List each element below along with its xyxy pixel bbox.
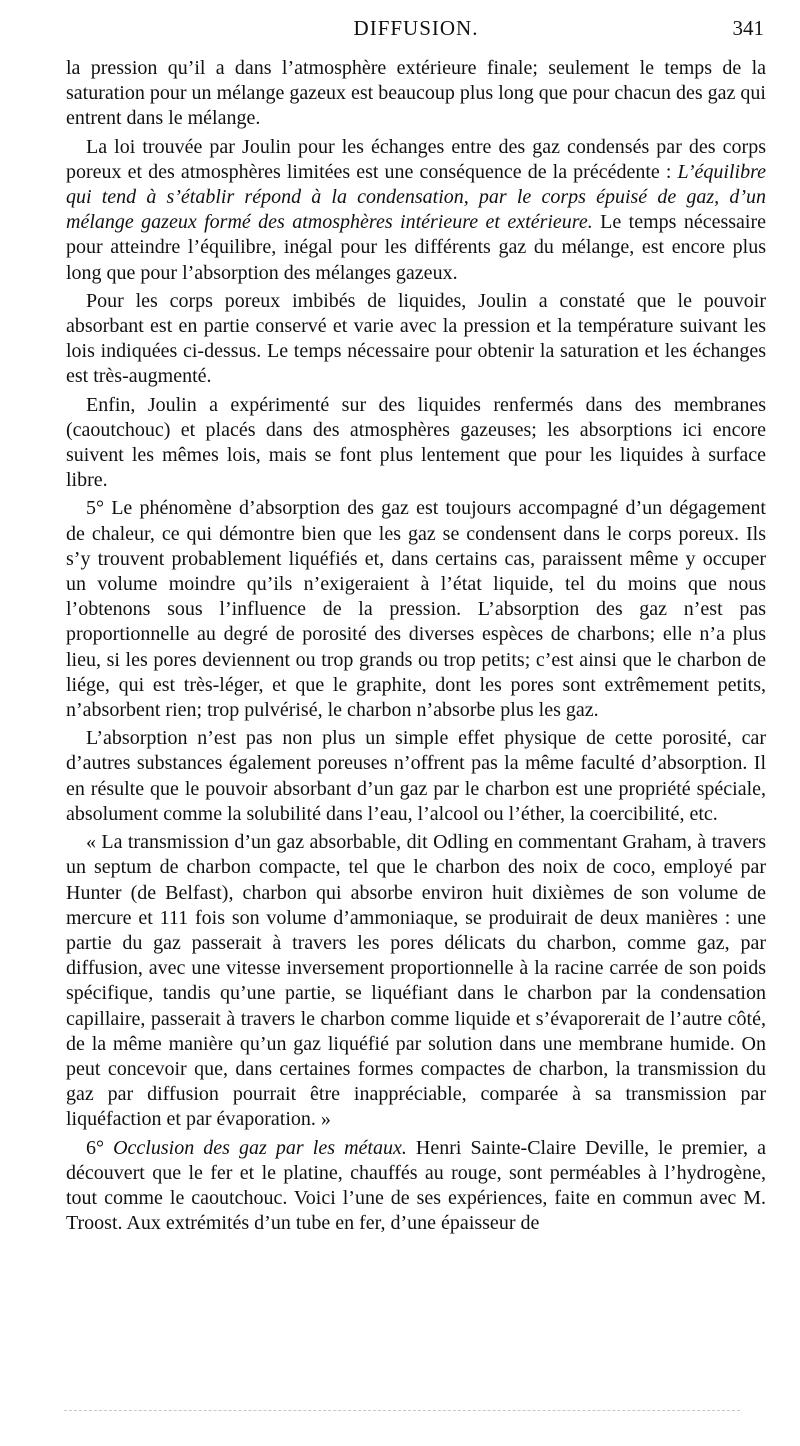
paragraph (66, 726, 766, 827)
text-run: 5° Le phénomène d’absorption des gaz est toujours accompagné d’un dégagement de chaleur, ce qui démontre bien que les gaz se condensent dans le corps poreux. Ils s’y trouvent probablement liquéfiés et, dans certains cas, paraissent même y occuper un volume moindre qu’ils n’exigeraient à l’état liquide, tel du moins que nous l’obtenons sous l’influence de la pression. L’absorption des gaz n’est pas proportionnelle au degré de porosité des diverses espèces de charbons; elle n’a plus lieu, si les pores deviennent ou trop grands ou trop petits; c’est ainsi que le charbon de liége, qui est très-léger, et que le graphite, dont les pores sont extrêmement petits, n’absorbent rien; trop pulvérisé, le charbon n’absorbe plus les gaz. (66, 497, 766, 722)
paragraph (66, 56, 766, 132)
text-run: Henri Sainte-Claire Deville, le premier, a découvert que le fer et le platine, chauffés au rouge, sont perméables à l’hydrogène, tout comme le caoutchouc. Voici l’une de ses expériences, faite en commun avec M. Troost. Aux extrémités d’un tube en fer, d’une épaisseur de (66, 1136, 767, 1235)
page-number: 341 (732, 16, 764, 40)
paragraph (66, 496, 766, 723)
paragraph (66, 393, 766, 494)
paragraph (66, 830, 766, 1132)
text-run: La loi trouvée par Joulin pour les échanges entre des gaz condensés par des corps poreux et des atmosphères limitées est une conséquence de la précédente : (66, 135, 766, 183)
footer-rule (64, 1410, 740, 1411)
running-title: DIFFUSION. (353, 16, 479, 40)
italic-text: L’équilibre qui tend à s’établir répond à la condensation, par le corps épuisé de gaz, d’un mélange gazeux formé des atmosphères intérieure et extérieure. (66, 160, 766, 234)
paragraph (66, 135, 766, 286)
text-run: 6° (86, 1136, 114, 1159)
paragraph (66, 1136, 766, 1237)
paragraph (66, 289, 766, 390)
text-run: Le temps nécessaire pour atteindre l’équilibre, inégal pour les différents gaz du mélange, est encore plus long que pour l’absorption des mélanges gazeux. (66, 211, 766, 284)
body-text (66, 56, 766, 1236)
text-run: Enfin, Joulin a expérimenté sur des liquides renfermés dans des membranes (caoutchouc) et placés dans des atmosphères gazeuses; les absorptions ici encore suivent les mêmes lois, mais se font plus lentement que pour les liquides à surface libre. (66, 393, 766, 492)
text-run: la pression qu’il a dans l’atmosphère extérieure finale; seulement le temps de la saturation pour un mélange gazeux est beaucoup plus long que pour chacun des gaz qui entrent dans le mélange. (66, 57, 766, 130)
text-run: « La transmission d’un gaz absorbable, dit Odling en commentant Graham, à travers un septum de charbon compacte, tel que le charbon des noix de coco, employé par Hunter (de Belfast), charbon qui absorbe environ huit dixièmes de son volume de mercure et 111 fois son volume d’ammoniaque, se produirait de deux manières : une partie du gaz passerait à travers les pores délicats du charbon, comme gaz, par diffusion, avec une vitesse inversement proportionnelle à la racine carrée de son poids spécifique, tandis qu’une partie, se liquéfiant dans le charbon par la condensation capillaire, passerait à travers le charbon comme liquide et s’évaporerait de l’autre côté, de la même manière qu’un gaz liquéfié par solution dans une membrane humide. On peut concevoir que, dans certaines formes compactes de charbon, la transmission du gaz par diffusion pourrait être inappréciable, comparée à sa transmission par liquéfaction et par évaporation. » (66, 831, 766, 1131)
text-run: Pour les corps poreux imbibés de liquides, Joulin a constaté que le pouvoir absorbant est en partie conservé et varie avec la pression et la température suivant les lois indiquées ci-dessus. Le temps nécessaire pour obtenir la saturation et les échanges est très-augmenté. (66, 289, 766, 388)
running-head (66, 16, 766, 46)
text-run: L’absorption n’est pas non plus un simple effet physique de cette porosité, car d’autres substances également poreuses n’offrent pas la même faculté d’absorption. Il en résulte que le pouvoir absorbant d’un gaz par le charbon est une propriété spéciale, absolument comme la solubilité dans l’eau, l’alcool ou l’éther, la coercibilité, etc. (66, 727, 766, 825)
italic-text: Occlusion des gaz par les métaux. (113, 1136, 407, 1159)
